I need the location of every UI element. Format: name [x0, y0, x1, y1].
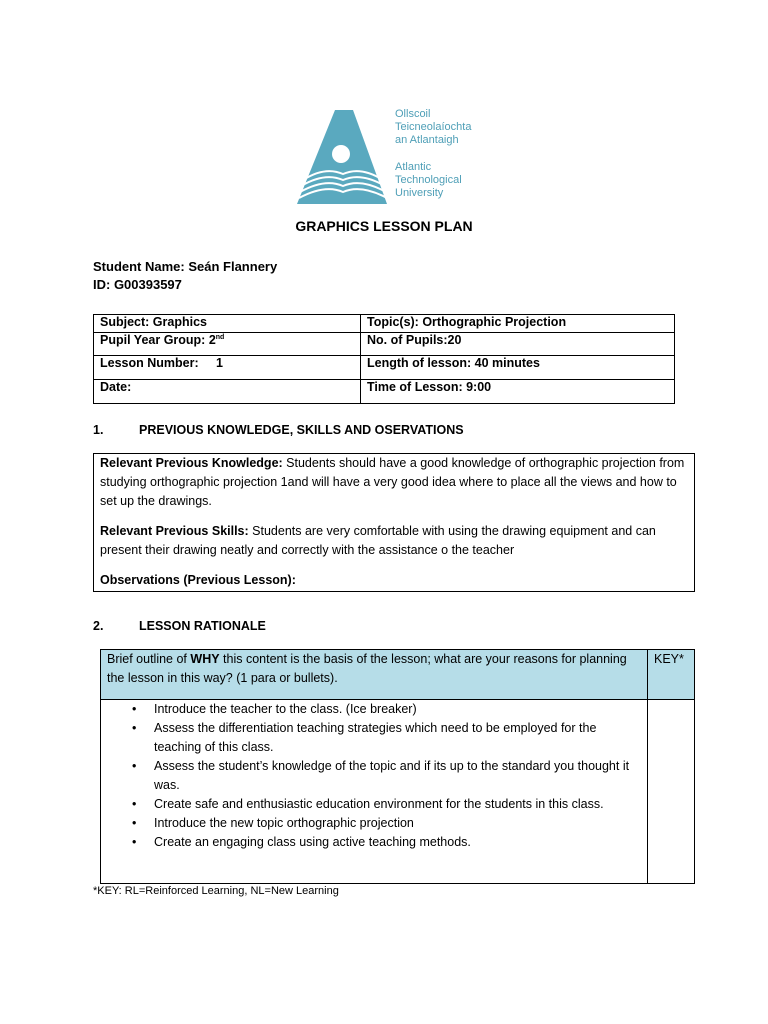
list-item: • Assess the differentiation teaching strategies which need to be employed for the teaching of this class. — [154, 719, 641, 757]
length-cell: Length of lesson: 40 minutes — [361, 356, 675, 380]
logo-line: University — [395, 187, 444, 199]
date-cell: Date: — [94, 380, 361, 404]
section-2-heading — [93, 619, 266, 633]
student-name: Student Name: Seán Flannery — [93, 259, 278, 274]
lesson-info-table — [93, 314, 675, 404]
logo-text — [395, 108, 471, 200]
outline-text: Brief outline of — [107, 652, 191, 666]
key-cell — [648, 700, 695, 884]
lesson-rationale-table — [100, 649, 695, 884]
observations-paragraph — [100, 571, 688, 590]
knowledge-label: Relevant Previous Knowledge: — [100, 456, 283, 470]
university-logo — [295, 108, 495, 206]
logo-line: Ollscoil — [395, 108, 431, 120]
key-header-cell: KEY* — [648, 650, 695, 700]
observations-label: Observations (Previous Lesson): — [100, 573, 296, 587]
subject-cell: Subject: Graphics — [94, 315, 361, 333]
student-id: ID: G00393597 — [93, 277, 182, 292]
lesson-number-text: Lesson Number: 1 — [100, 356, 223, 370]
list-item: • Create an engaging class using active teaching methods. — [154, 833, 641, 852]
lesson-number-cell — [94, 356, 361, 380]
time-cell: Time of Lesson: 9:00 — [361, 380, 675, 404]
logo-line: Teicneolaíochta — [395, 121, 472, 133]
page-title: GRAPHICS LESSON PLAN — [295, 218, 473, 234]
knowledge-text: Students should have a good knowledge of orthographic projection from studying orthographic projection 1and will have a very good idea where to place all the views and how to set up the drawings. — [100, 456, 685, 508]
previous-knowledge-box — [93, 453, 695, 592]
list-item: • Create safe and enthusiastic education environment for the students in this class. — [154, 795, 641, 814]
section-1-heading — [93, 423, 464, 437]
logo-line: Technological — [395, 174, 462, 186]
skills-label: Relevant Previous Skills: — [100, 524, 249, 538]
rationale-bullets-cell — [101, 700, 648, 884]
section-number: 1. — [93, 423, 104, 437]
year-group-text: Pupil Year Group: 2 — [100, 333, 216, 347]
student-info — [93, 258, 277, 294]
section-title: LESSON RATIONALE — [139, 619, 266, 633]
year-group-suffix: nd — [215, 333, 225, 341]
logo-line: an Atlantaigh — [395, 134, 459, 146]
pupils-cell: No. of Pupils:20 — [361, 333, 675, 356]
section-title: PREVIOUS KNOWLEDGE, SKILLS AND OSERVATIONS — [139, 423, 464, 437]
logo-line: Atlantic — [395, 161, 432, 173]
list-item: • Introduce the new topic orthographic projection — [154, 814, 641, 833]
skills-text: Students are very comfortable with using the drawing equipment and can present their drawing neatly and correctly with the assistance o the teacher — [100, 524, 656, 557]
rationale-list — [107, 700, 641, 852]
atlantic-tu-logo-icon — [295, 108, 391, 206]
knowledge-paragraph — [100, 454, 688, 511]
list-item: • Assess the student’s knowledge of the topic and if its up to the standard you thought it was. — [154, 757, 641, 795]
year-group-cell — [94, 333, 361, 356]
outline-bold: WHY — [190, 652, 220, 666]
skills-paragraph — [100, 522, 688, 560]
key-footnote: *KEY: RL=Reinforced Learning, NL=New Learning — [93, 885, 339, 897]
rationale-header-cell — [101, 650, 648, 700]
list-item: • Introduce the teacher to the class. (Ice breaker) — [154, 700, 641, 719]
outline-text: this content is the basis of the lesson; what are your reasons for planning the lesson in this way? (1 para or bullets). — [107, 652, 627, 685]
topic-cell: Topic(s): Orthographic Projection — [361, 315, 675, 333]
section-number: 2. — [93, 619, 104, 633]
